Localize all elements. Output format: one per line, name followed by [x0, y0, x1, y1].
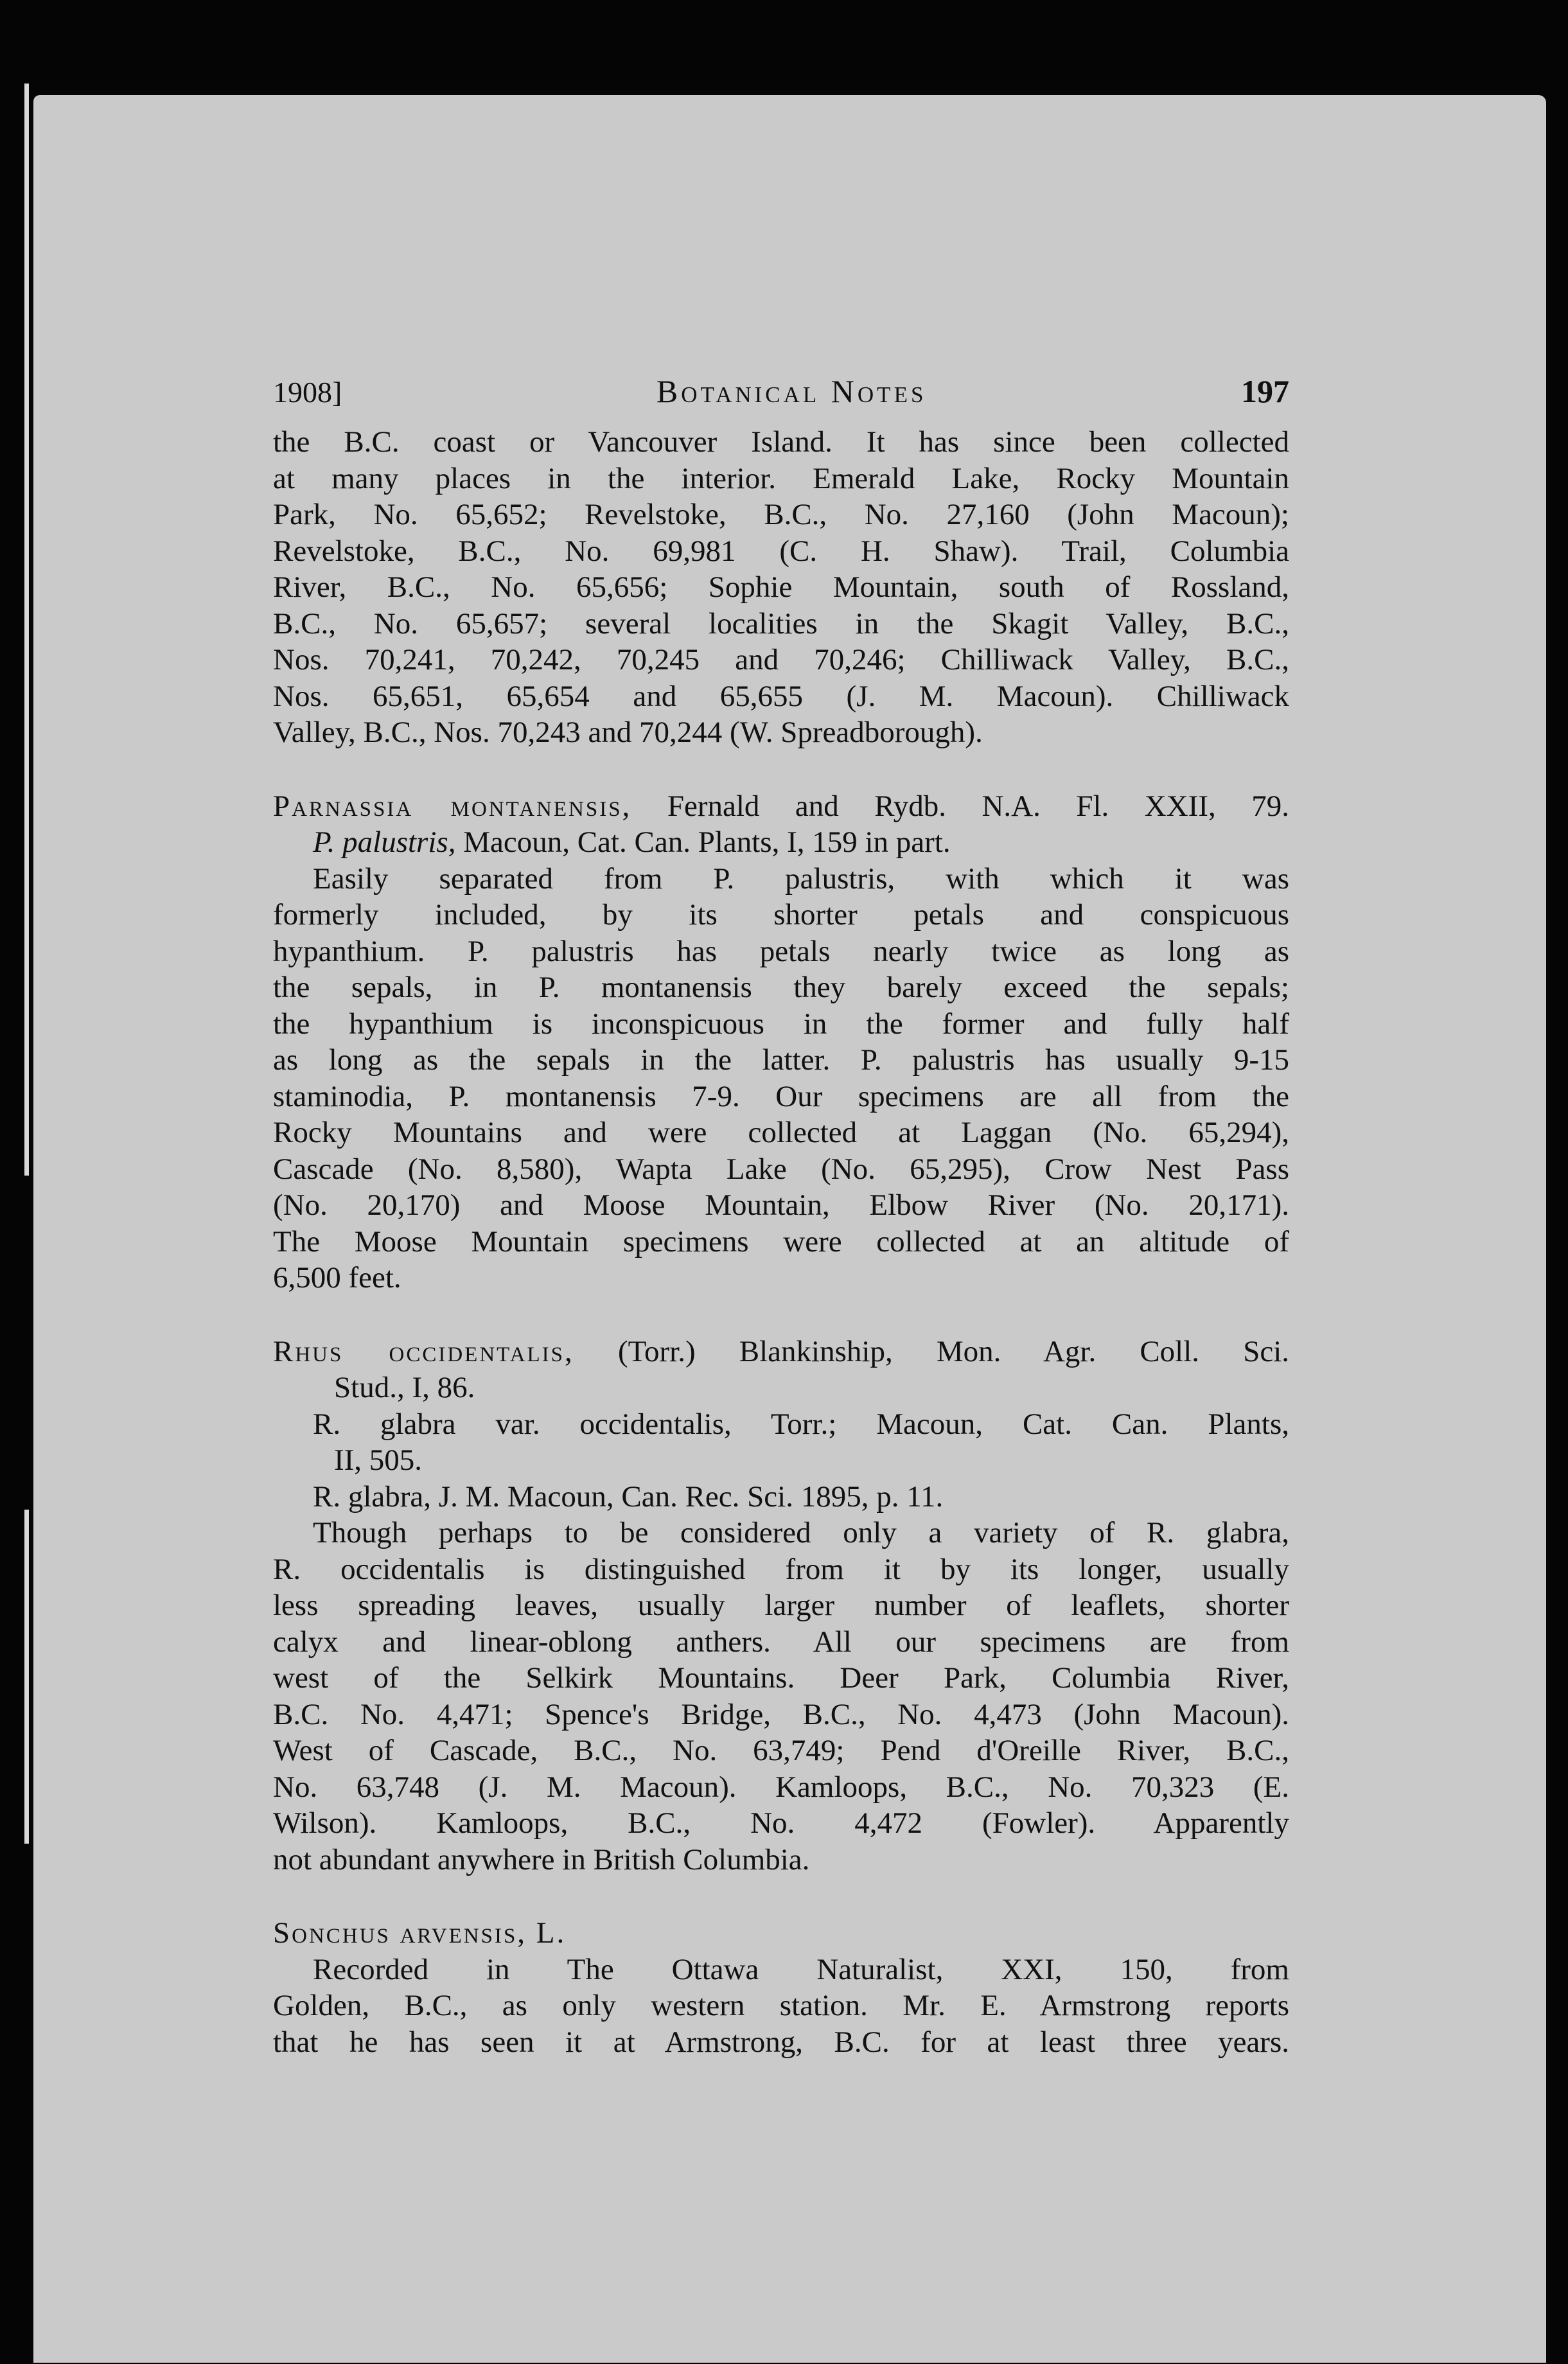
synonym-line: [273, 824, 1289, 861]
text-line: The Moose Mountain specimens were collected at an altitude of: [273, 1224, 1289, 1258]
book-spine-edge-lower: [24, 1510, 29, 1844]
species-name: Parnassia montanensis,: [273, 789, 632, 823]
text-line: staminodia, P. montanensis 7-9. Our specimens are all from the: [273, 1079, 1289, 1113]
species-authority-cont: Stud., I, 86.: [334, 1371, 475, 1404]
text-line: at many places in the interior. Emerald Lake, Rocky Mountain: [273, 461, 1289, 495]
text-line: Golden, B.C., as only western station. Mr. E. Armstrong reports: [273, 1989, 1289, 2022]
text-line: the sepals, in P. montanensis they barely exceed the sepals;: [273, 971, 1289, 1004]
synonym-name: P. palustris,: [313, 825, 456, 859]
species-heading: [273, 788, 1289, 825]
text-line: R. occidentalis is distinguished from it by its longer, usually: [273, 1552, 1289, 1586]
text-line: the hypanthium is inconspicuous in the former and fully half: [273, 1007, 1289, 1041]
text-line: Rocky Mountains and were collected at Laggan (No. 65,294),: [273, 1116, 1289, 1149]
rhus-entry: [273, 1334, 1289, 1878]
text-line: not abundant anywhere in British Columbia.: [273, 1842, 810, 1876]
text-line: that he has seen it at Armstrong, B.C. for at least three years.: [273, 2025, 1289, 2059]
synonym-reference: Macoun, Cat. Can. Plants, I, 159 in part.: [463, 825, 951, 859]
text-line: Easily separated from P. palustris, with which it was: [313, 861, 1289, 895]
species-heading: [273, 1334, 1289, 1370]
text-line: the B.C. coast or Vancouver Island. It has since been collected: [273, 425, 1289, 459]
text-line: 6,500 feet.: [273, 1261, 401, 1294]
text-line: calyx and linear-oblong anthers. All our specimens are from: [273, 1625, 1289, 1659]
text-line: less spreading leaves, usually larger number of leaflets, shorter: [273, 1589, 1289, 1622]
species-heading: Sonchus arvensis, L.: [273, 1916, 567, 1950]
text-line: Recorded in The Ottawa Naturalist, XXI, 150, from: [313, 1952, 1289, 1986]
text-line: Nos. 70,241, 70,242, 70,245 and 70,246; Chilliwack Valley, B.C.,: [273, 643, 1289, 676]
text-line: Valley, B.C., Nos. 70,243 and 70,244 (W. Spreadborough).: [273, 716, 983, 749]
text-line: Revelstoke, B.C., No. 69,981 (C. H. Shaw). Trail, Columbia: [273, 534, 1289, 568]
species-name: Rhus occidentalis,: [273, 1334, 574, 1368]
text-line: River, B.C., No. 65,656; Sophie Mountain, south of Rossland,: [273, 570, 1289, 604]
running-header: [273, 373, 1289, 424]
text-line: west of the Selkirk Mountains. Deer Park, Columbia River,: [273, 1661, 1289, 1695]
text-column: [273, 373, 1289, 2060]
header-year: 1908]: [273, 376, 342, 409]
text-line: (No. 20,170) and Moose Mountain, Elbow River (No. 20,171).: [273, 1188, 1289, 1222]
book-spine-edge: [24, 84, 29, 1176]
text-line: West of Cascade, B.C., No. 63,749; Pend d'Oreille River, B.C.,: [273, 1734, 1289, 1767]
synonym-line: R. glabra, J. M. Macoun, Can. Rec. Sci. 1895, p. 11.: [313, 1479, 944, 1513]
species-authority: Fernald and Rydb. N.A. Fl. XXII, 79.: [667, 789, 1290, 823]
text-line: formerly included, by its shorter petals and conspicuous: [273, 898, 1289, 931]
synonym-line-cont: II, 505.: [334, 1443, 423, 1477]
text-line: Wilson). Kamloops, B.C., No. 4,472 (Fowler). Apparently: [273, 1806, 1289, 1840]
species-authority: (Torr.) Blankinship, Mon. Agr. Coll. Sci.: [617, 1334, 1290, 1368]
text-line: No. 63,748 (J. M. Macoun). Kamloops, B.C., No. 70,323 (E.: [273, 1770, 1289, 1804]
running-title: Botanical Notes: [656, 373, 927, 409]
text-line: Park, No. 65,652; Revelstoke, B.C., No. 27,160 (John Macoun);: [273, 498, 1289, 531]
page-number: 197: [1240, 373, 1289, 409]
text-line: B.C., No. 65,657; several localities in the Skagit Valley, B.C.,: [273, 606, 1289, 640]
text-line: Nos. 65,651, 65,654 and 65,655 (J. M. Macoun). Chilliwack: [273, 679, 1289, 713]
text-line: Though perhaps to be considered only a variety of R. glabra,: [313, 1516, 1289, 1549]
synonym-line: R. glabra var. occidentalis, Torr.; Macoun, Cat. Can. Plants,: [313, 1407, 1289, 1441]
parnassia-entry: [273, 788, 1289, 1296]
text-line: hypanthium. P. palustris has petals nearly twice as long as: [273, 934, 1289, 968]
text-line: as long as the sepals in the latter. P. palustris has usually 9-15: [273, 1043, 1289, 1077]
continued-paragraph: [273, 424, 1289, 751]
text-line: B.C. No. 4,471; Spence's Bridge, B.C., No. 4,473 (John Macoun).: [273, 1697, 1289, 1731]
sonchus-entry: [273, 1915, 1289, 2060]
text-line: Cascade (No. 8,580), Wapta Lake (No. 65,295), Crow Nest Pass: [273, 1152, 1289, 1186]
